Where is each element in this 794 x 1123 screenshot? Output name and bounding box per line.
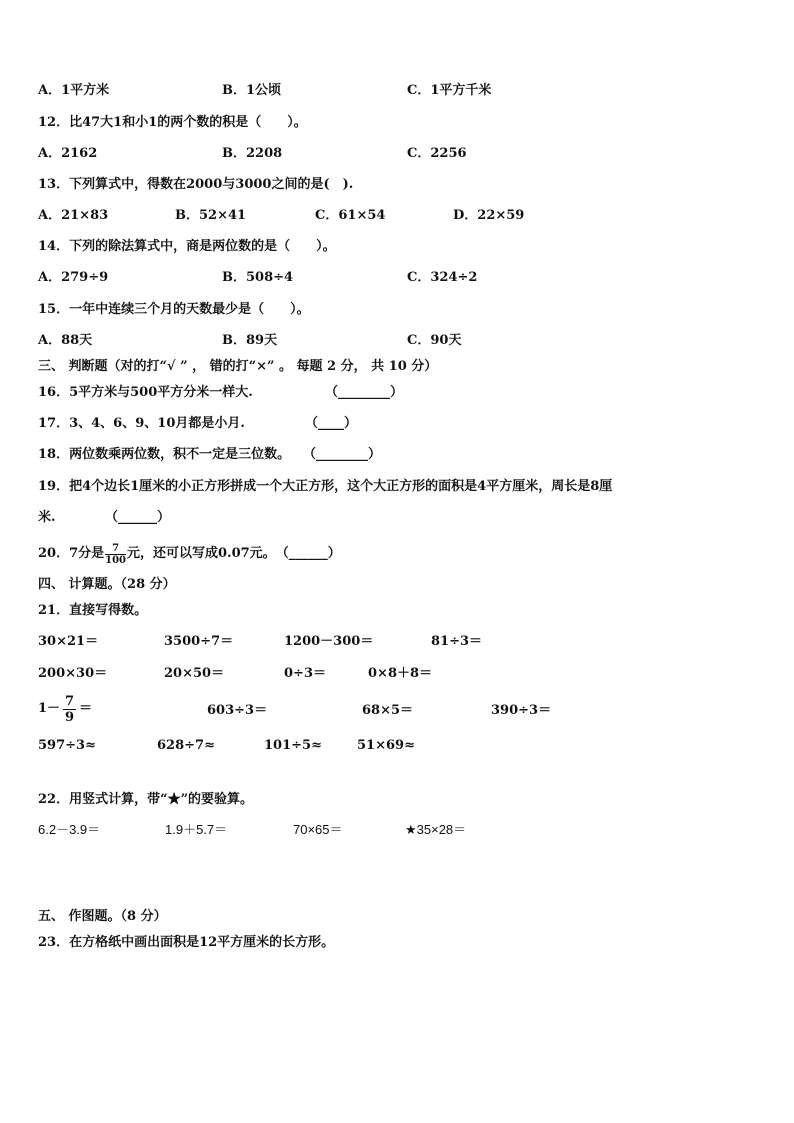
q15-stem: 15．一年中连续三个月的天数最少是（ ）。 [38, 302, 310, 317]
q21-item: 0×8＋8＝ [368, 666, 433, 681]
q19-stem-line-2: 米. [38, 510, 56, 525]
q21-fraction-denominator: 9 [65, 709, 75, 725]
q20-answer-blank[interactable]: （______） [275, 546, 341, 561]
q21-item: 0÷3＝ [284, 666, 326, 681]
q21-item: 30×21＝ [38, 634, 99, 649]
q15-option-c: C．90天 [407, 333, 462, 348]
q21-fraction-suffix: ＝ [79, 701, 93, 716]
q22-item: 6.2－3.9＝ [38, 822, 101, 837]
q19-answer-blank[interactable]: （______） [105, 510, 171, 525]
q13-option-d: D．22×59 [453, 208, 525, 223]
q21-item: 603÷3＝ [207, 703, 268, 718]
q21-item: 200×30＝ [38, 666, 108, 681]
q11-option-b: B．1公顷 [222, 83, 282, 98]
q20-fraction-denominator: 100 [105, 554, 127, 566]
q21-item: 390÷3＝ [491, 703, 552, 718]
q19-stem-line-1: 19．把4个边长1厘米的小正方形拼成一个大正方形，这个大正方形的面积是4平方厘米，周长是8厘 [38, 479, 613, 494]
q14-option-a: A．279÷9 [38, 270, 109, 285]
q15-option-b: B．89天 [222, 333, 278, 348]
section-4-title: 四、 计算题。（28 分） [38, 577, 176, 592]
q21-item: 3500÷7＝ [164, 634, 234, 649]
q23-stem: 23．在方格纸中画出面积是12平方厘米的长方形。 [38, 935, 335, 950]
q13-option-b: B．52×41 [175, 208, 247, 223]
q21-stem: 21．直接写得数。 [38, 603, 148, 618]
q20-fraction [105, 543, 126, 566]
q20-fraction-numerator: 7 [105, 543, 126, 555]
q14-stem: 14．下列的除法算式中，商是两位数的是（ ）。 [38, 239, 336, 254]
q21-item: 68×5＝ [362, 703, 414, 718]
q12-stem: 12．比47大1和小1的两个数的积是（ ）。 [38, 115, 307, 130]
q15-option-a: A．88天 [38, 333, 93, 348]
q20-line [38, 541, 341, 567]
q16-answer-blank[interactable]: （________） [325, 385, 404, 400]
q13-option-a: A．21×83 [38, 208, 109, 223]
q21-fraction-numerator: 7 [65, 693, 75, 709]
q14-option-c: C．324÷2 [407, 270, 478, 285]
q22-item: ★35×28＝ [405, 822, 467, 837]
q12-option-c: C．2256 [407, 146, 467, 161]
q21-fraction [63, 694, 76, 725]
q21-fraction-prefix: 1－ [38, 701, 61, 716]
q13-stem: 13．下列算式中，得数在2000与3000之间的是( ). [38, 177, 354, 192]
q12-option-a: A．2162 [38, 146, 98, 161]
q16-stem: 16．5平方米与500平方分米一样大. [38, 385, 253, 400]
q18-answer-blank[interactable]: （________） [303, 447, 382, 462]
q13-option-c: C．61×54 [315, 208, 386, 223]
q12-option-b: B．2208 [222, 146, 283, 161]
q17-stem: 17．3、4、6、9、10月都是小月. [38, 416, 245, 431]
q21-item: 81÷3＝ [431, 634, 483, 649]
q20-stem-suffix: 元，还可以写成0.07元。 [127, 546, 276, 561]
q21-item: 51×69≈ [357, 738, 415, 753]
q14-option-b: B．508÷4 [222, 270, 294, 285]
section-5-title: 五、 作图题。（8 分） [38, 909, 167, 924]
q17-answer-blank[interactable]: （____） [305, 416, 358, 431]
q21-item: 101÷5≈ [264, 738, 322, 753]
q20-stem-prefix: 20．7分是 [38, 546, 105, 561]
q18-stem: 18．两位数乘两位数，积不一定是三位数。 [38, 447, 291, 462]
q21-item: 1200－300＝ [284, 634, 374, 649]
q21-item: 628÷7≈ [157, 738, 215, 753]
q21-item: 597÷3≈ [38, 738, 96, 753]
section-3-title: 三、 判断题（对的打“√ ” ， 错的打“×” 。 每题 2 分， 共 10 分） [38, 359, 438, 374]
q21-item: 20×50＝ [164, 666, 225, 681]
q11-option-a: A．1平方米 [38, 83, 110, 98]
q22-item: 70×65＝ [293, 822, 343, 837]
q21-fraction-item [38, 692, 92, 726]
q22-stem: 22．用竖式计算，带“★”的要验算。 [38, 792, 254, 807]
q11-option-c: C．1平方千米 [407, 83, 492, 98]
q22-item: 1.9＋5.7＝ [165, 822, 228, 837]
